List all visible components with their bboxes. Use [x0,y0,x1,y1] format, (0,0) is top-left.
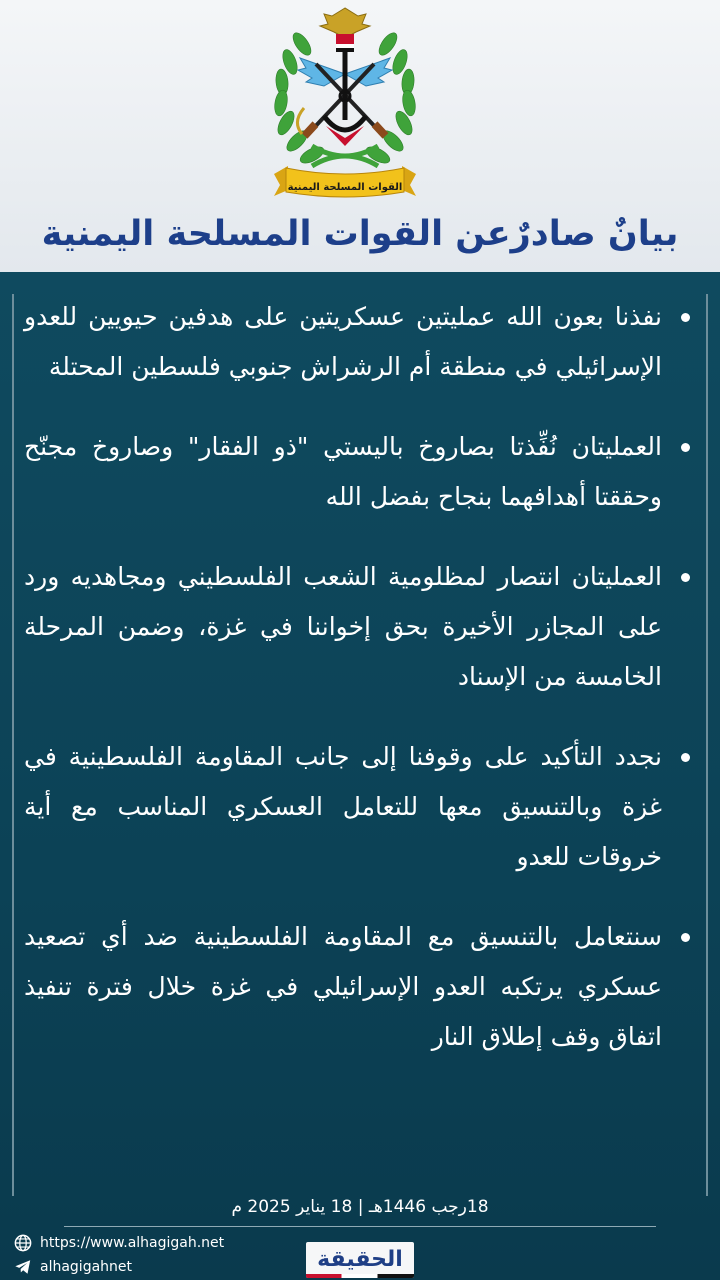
website-url: https://www.alhagigah.net [40,1235,225,1251]
logo-text: الحقيقة [317,1247,403,1272]
telegram-link[interactable] [14,1256,132,1278]
bullet-item [24,422,696,522]
bullet-text: العمليتان انتصار لمظلومية الشعب الفلسطيني ومجاهديه ورد على المجازر الأخيرة بحق إخواننا في غزة، وضمن المرحلة الخامسة من الإسناد [24,562,662,691]
logo-flag-stripe [306,1274,414,1278]
yemen-armed-forces-emblem-icon [262,4,428,200]
page-title: بيانٌ صادرٌعن القوات المسلحة اليمنية [41,214,679,254]
bullet-item [24,292,696,392]
website-link[interactable] [14,1232,224,1254]
telegram-handle: alhagigahnet [40,1259,133,1275]
alhagigah-logo [306,1242,414,1278]
bullet-dot-icon [681,573,690,582]
bullet-text: نفذنا بعون الله عمليتين عسكريتين على هدفين حيويين للعدو الإسرائيلي في منطقة أم الرشراش جنوبي فلسطين المحتلة [24,302,662,381]
bullet-item [24,912,696,1062]
bullet-dot-icon [681,443,690,452]
bullet-dot-icon [681,313,690,322]
date-divider [64,1226,656,1227]
bullet-text: نجدد التأكيد على وقوفنا إلى جانب المقاومة الفلسطينية في غزة وبالتنسيق معها للتعامل العسكري المناسب مع أية خروقات للعدو [24,742,662,871]
bullet-item [24,552,696,702]
statement-date: 18رجب 1446هـ | 18 يناير 2025 م [231,1197,489,1217]
statement-panel [0,272,720,1280]
bullet-dot-icon [681,933,690,942]
globe-icon [14,1234,32,1252]
header-banner [0,0,720,272]
bullet-item [24,732,696,882]
bullet-text: سنتعامل بالتنسيق مع المقاومة الفلسطينية ضد أي تصعيد عسكري يرتكبه العدو الإسرائيلي في غزة خلال فترة تنفيذ اتفاق وقف إطلاق النار [24,922,662,1051]
emblem-ribbon-text: القوات المسلحة اليمنية [287,182,403,193]
bullet-text: العمليتان نُفِّذتا بصاروخ باليستي "ذو الفقار" وصاروخ مجنّح وحققتا أهدافهما بنجاح بفضل الله [24,432,662,511]
statement-bullet-list [24,292,696,1062]
bullet-dot-icon [681,753,690,762]
telegram-icon [14,1258,32,1276]
